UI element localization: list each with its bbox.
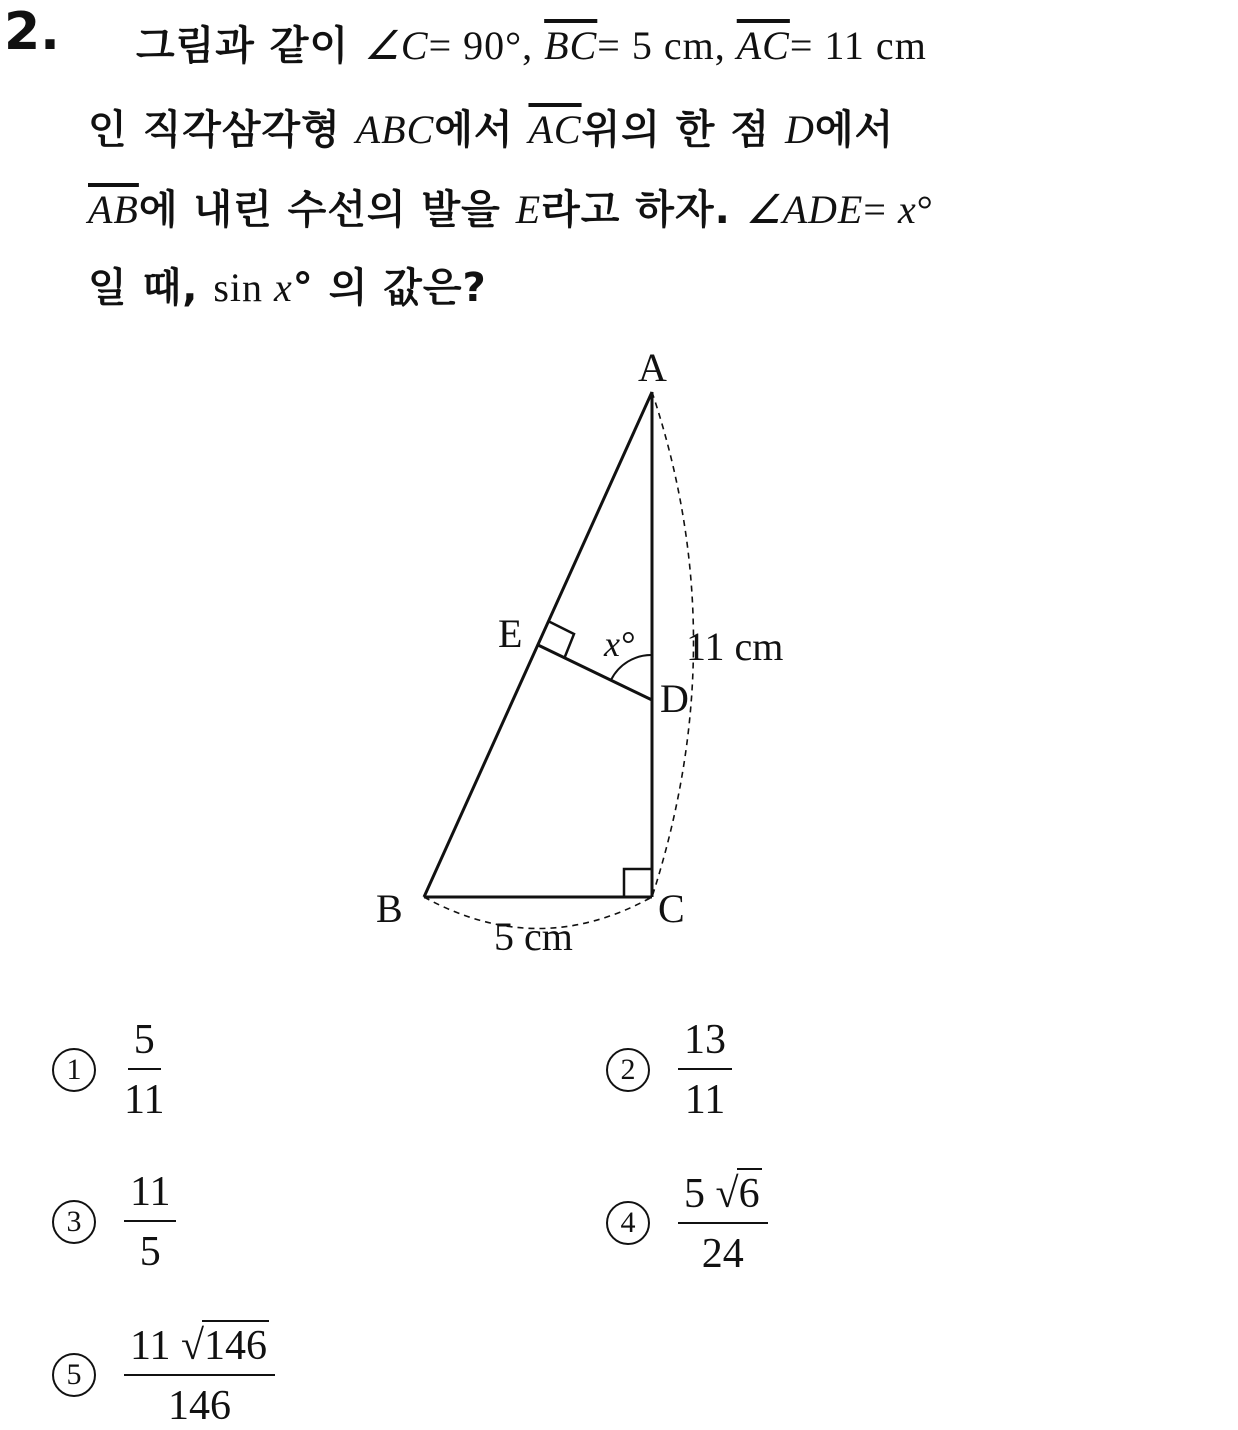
- fraction-numerator: 11: [124, 1168, 176, 1222]
- math-triangle-abc: ABC: [355, 107, 435, 152]
- text-segment: 위의 한 점: [581, 107, 785, 153]
- text-segment: ° 의 값은?: [292, 265, 487, 311]
- math-variable-x: x: [274, 265, 293, 310]
- option-4[interactable]: [606, 1168, 768, 1278]
- label-d: D: [660, 676, 689, 721]
- option-fraction: [124, 1168, 176, 1276]
- fraction-denominator: 146: [168, 1383, 231, 1429]
- text-segment: 일 때,: [88, 265, 214, 311]
- fraction-numerator: 5 √6: [678, 1168, 768, 1224]
- text-segment: 에 내린 수선의 발을: [138, 187, 516, 233]
- math-segment-ab: $\overline{AB}$: [88, 187, 139, 232]
- coefficient: 11: [130, 1323, 171, 1369]
- math-sin: sin: [213, 265, 275, 310]
- math-variable-x: x: [897, 187, 917, 232]
- text-segment: 라고 하자.: [541, 187, 746, 233]
- option-marker: 5: [52, 1353, 96, 1397]
- length-label-bc: 5 cm: [494, 914, 573, 959]
- segment-de: [538, 645, 652, 700]
- text-segment: °: [916, 187, 934, 232]
- fraction-denominator: 11: [124, 1077, 165, 1123]
- fraction-numerator: 11 √146: [124, 1320, 275, 1376]
- math-segment-bc: $\overline{BC}$: [544, 23, 598, 68]
- option-1[interactable]: [52, 1016, 164, 1124]
- option-marker: 2: [606, 1048, 650, 1092]
- radicand: 6: [737, 1168, 762, 1218]
- option-marker: 3: [52, 1200, 96, 1244]
- math-point-d: D: [784, 107, 815, 152]
- option-fraction: [678, 1168, 768, 1278]
- text-segment: 에서: [434, 107, 529, 153]
- text-segment: = 90°,: [428, 23, 545, 68]
- option-3[interactable]: [52, 1168, 176, 1276]
- text-segment: = 11 cm: [789, 23, 927, 68]
- fraction-numerator: 13: [678, 1016, 732, 1070]
- label-a: A: [638, 345, 667, 390]
- option-fraction: [124, 1016, 164, 1124]
- coefficient: 5: [684, 1171, 705, 1217]
- fraction-numerator: 5: [128, 1016, 161, 1070]
- fraction-denominator: 11: [684, 1077, 726, 1123]
- math-angle-ade: ∠ADE: [745, 187, 864, 232]
- option-5[interactable]: [52, 1320, 275, 1430]
- option-fraction: [124, 1320, 275, 1430]
- label-c: C: [658, 886, 685, 931]
- label-b: B: [376, 886, 403, 931]
- math-segment-ac: $\overline{AC}$: [736, 23, 790, 68]
- option-marker: 1: [52, 1048, 96, 1092]
- fraction-denominator: 5: [139, 1229, 161, 1275]
- length-label-ac: 11 cm: [686, 624, 784, 669]
- text-segment: = 5 cm,: [597, 23, 737, 68]
- question-number: 2.: [4, 2, 60, 62]
- text-segment: 그림과 같이: [136, 23, 365, 69]
- math-segment-ac: $\overline{AC}$: [528, 107, 582, 152]
- text-segment: 에서: [814, 107, 895, 153]
- right-angle-mark-c: [624, 869, 652, 897]
- option-2[interactable]: [606, 1016, 732, 1124]
- text-segment: =: [863, 187, 898, 232]
- label-e: E: [498, 611, 523, 656]
- text-segment: 인 직각삼각형: [88, 107, 356, 153]
- option-fraction: [678, 1016, 732, 1124]
- angle-label-x: x°: [604, 624, 635, 664]
- math-point-e: E: [515, 187, 542, 232]
- math-angle-c: ∠C: [364, 23, 429, 68]
- radicand: 146: [202, 1320, 269, 1370]
- fraction-denominator: 24: [701, 1231, 744, 1277]
- option-marker: 4: [606, 1201, 650, 1245]
